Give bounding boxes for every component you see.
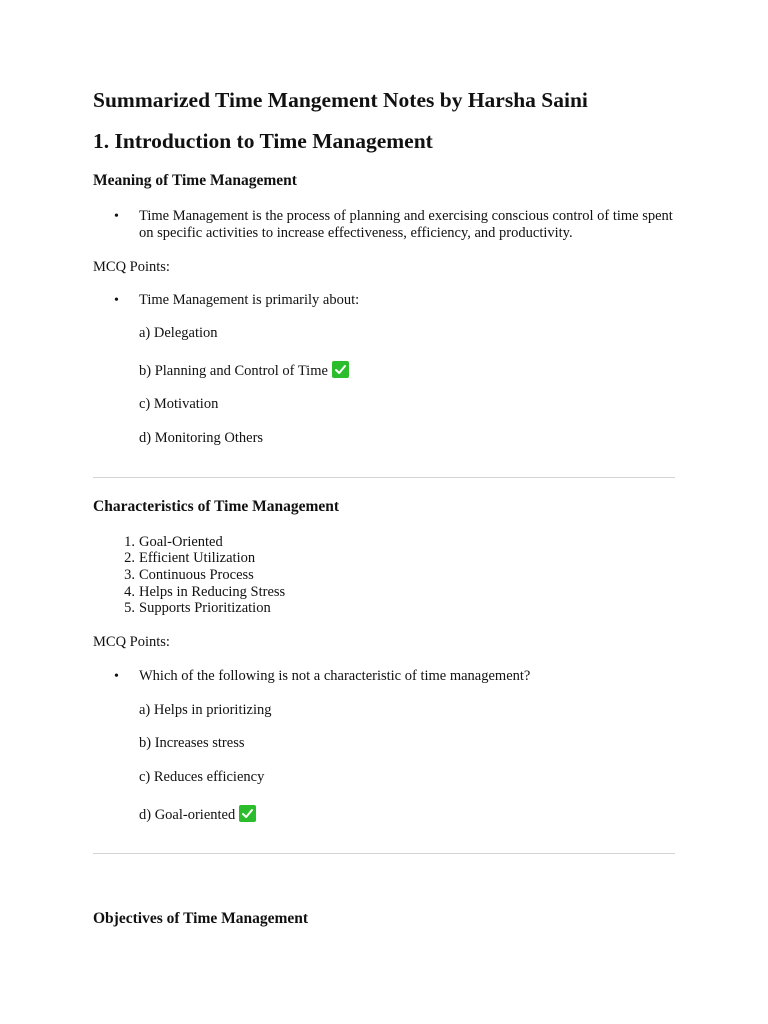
mcq-option-correct [139, 805, 256, 824]
list-number: 2. [124, 550, 135, 566]
mcq-question: Time Management is primarily about: [139, 292, 360, 308]
check-mark-icon [332, 361, 349, 378]
list-item: Continuous Process [139, 567, 254, 583]
mcq-option-correct [139, 361, 349, 380]
subheading-meaning: Meaning of Time Management [93, 172, 297, 189]
mcq-question: Which of the following is not a characteristic of time management? [139, 668, 531, 684]
list-number: 1. [124, 534, 135, 550]
meaning-definition: Time Management is the process of planning and exercising conscious control of time spent on specific activities to increase effectiveness, efficiency, and productivity. [139, 208, 673, 241]
mcq-option: a) Delegation [139, 325, 218, 341]
mcq-label: MCQ Points: [93, 259, 170, 275]
mcq-option: d) Monitoring Others [139, 430, 264, 446]
mcq-option: c) Reduces efficiency [139, 769, 265, 785]
bullet-icon: • [114, 209, 119, 224]
list-item: Efficient Utilization [139, 550, 256, 566]
bullet-icon: • [114, 293, 119, 308]
document-title: Summarized Time Mangement Notes by Harsha Saini [93, 88, 588, 112]
horizontal-divider [93, 853, 675, 854]
section-heading-introduction: 1. Introduction to Time Management [93, 129, 433, 153]
mcq-label: MCQ Points: [93, 634, 170, 650]
list-number: 5. [124, 600, 135, 616]
list-item: Helps in Reducing Stress [139, 584, 286, 600]
check-mark-icon [239, 805, 256, 822]
mcq-option-label: d) Goal-oriented [139, 807, 236, 823]
bullet-icon: • [114, 669, 119, 684]
list-item: Supports Prioritization [139, 600, 271, 616]
subheading-characteristics: Characteristics of Time Management [93, 498, 340, 515]
mcq-option: c) Motivation [139, 396, 219, 412]
mcq-option: b) Increases stress [139, 735, 245, 751]
mcq-option-label: b) Planning and Control of Time [139, 363, 328, 379]
list-number: 3. [124, 567, 135, 583]
list-number: 4. [124, 584, 135, 600]
subheading-objectives: Objectives of Time Management [93, 910, 309, 927]
horizontal-divider [93, 477, 675, 478]
list-item: Goal-Oriented [139, 534, 223, 550]
mcq-option: a) Helps in prioritizing [139, 702, 272, 718]
